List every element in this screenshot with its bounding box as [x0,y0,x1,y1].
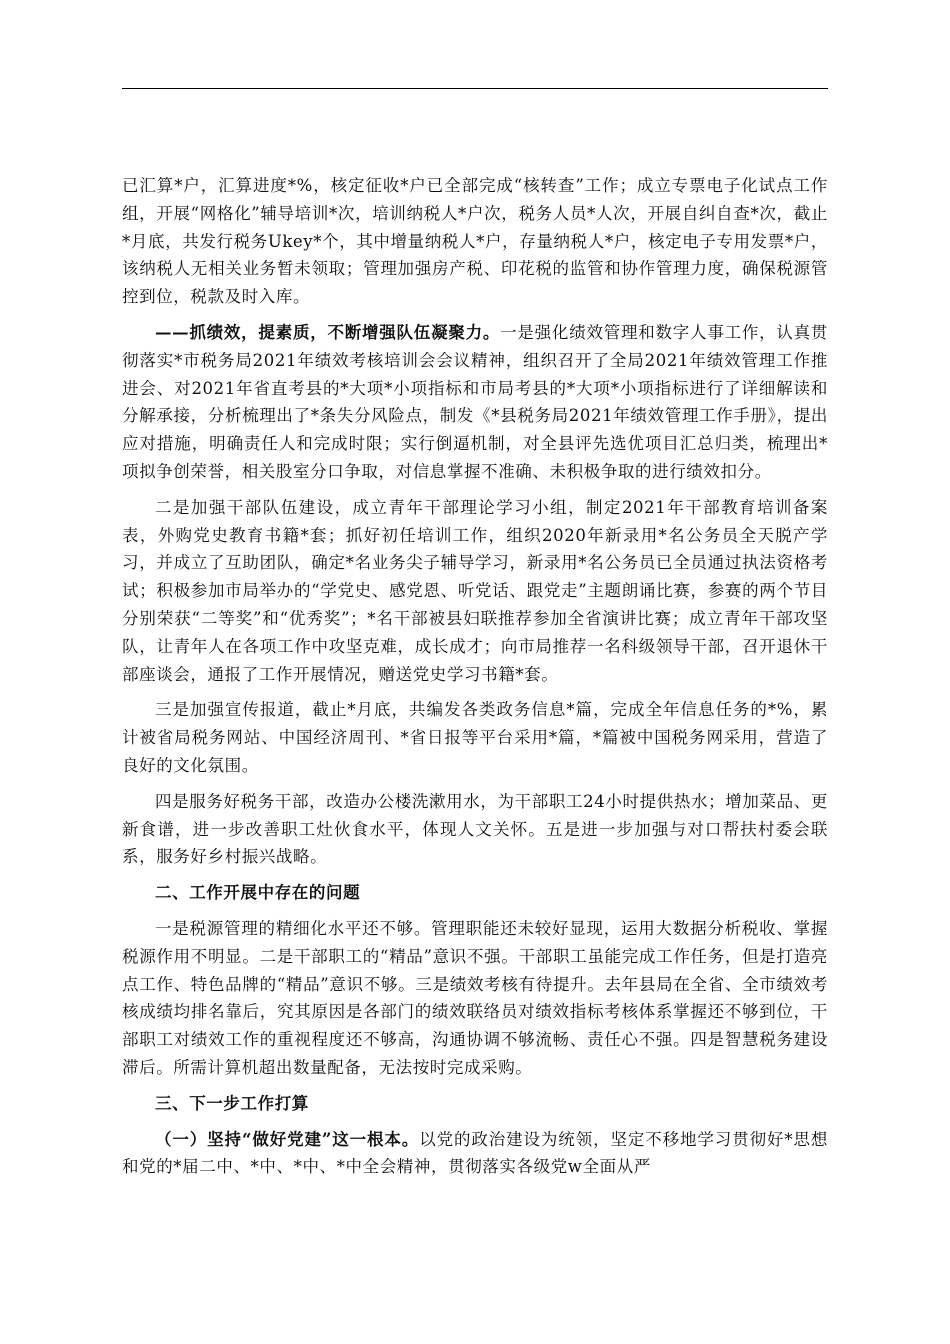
paragraph-lead: （一）坚持“做好党建”这一根本。 [155,1129,420,1149]
paragraph-staff-service: 四是服务好税务干部，改造办公楼洗漱用水，为干部职工24小时提供热水；增加菜品、更新食谱，进一步改善职工灶伙食水平，体现人文关怀。五是进一步加强与对口帮扶村委会联系，服务好乡村振兴战略。 [122,791,828,867]
paragraph-text: 以党的政治建设为统领，坚定不移地学习贯彻好*思想和党的*届二中、*中、*中、*中全会精神，贯彻落实各级党w全面从严 [122,1129,828,1177]
paragraph-problems: 一是税源管理的精细化水平还不够。管理职能还未较好显现，运用大数据分析税收、掌握税源作用不明显。二是干部职工的“精品”意识不强。干部职工虽能完成工作任务，但是打造亮点工作、特色品牌的“精品”意识不够。三是绩效考核有待提升。去年县局在全省、全市绩效考核成绩均排名靠后，究其原因是各部门的绩效联络员对绩效指标考核体系掌握还不够到位，干部职工对绩效工作的重视程度还不够高，沟通协调不够流畅、责任心不强。四是智慧税务建设滞后。所需计算机超出数量配备，无法按时完成采购。 [122,918,828,1077]
paragraph-text: 一是强化绩效管理和数字人事工作，认真贯彻落实*市税务局2021年绩效考核培训会会议精神，组织召开了全局2021年绩效管理工作推进会、对2021年省直考县的*大项*小项指标和市局考县的*大项*小项指标进行了详细解读和分解承接，分析梳理出了*条失分风险点，制发《*县税务局2021年绩效管理工作手册》，提出应对措施，明确责任人和完成时限；实行倒逼机制，对全县评先选优项目汇总归类，梳理出*项拟争创荣誉，相关股室分口争取，对信息掌握不准确、未积极争取的进行绩效扣分。 [122,322,829,481]
header-rule [122,88,828,89]
document-body [122,172,828,1189]
paragraph-performance [122,319,828,486]
section-heading-next-steps: 三、下一步工作打算 [155,1093,309,1113]
paragraph-party-building [122,1126,828,1182]
section-heading-problems: 二、工作开展中存在的问题 [155,883,361,903]
paragraph-lead: ——抓绩效，提素质，不断增强队伍凝聚力。 [155,322,501,342]
paragraph-tax-summary: 已汇算*户，汇算进度*%，核定征收*户已全部完成“核转查”工作；成立专票电子化试点工作组，开展“网格化”辅导培训*次，培训纳税人*户次，税务人员*人次，开展自纠自查*次，截止*月底，共发行税务Ukey*个，其中增量纳税人*户，存量纳税人*户，核定电子专用发票*户，该纳税人无相关业务暂未领取；管理加强房产税、印花税的监管和协作管理力度，确保税源管控到位，税款及时入库。 [122,176,828,307]
paragraph-cadre-building: 二是加强干部队伍建设，成立青年干部理论学习小组，制定2021年干部教育培训备案表，外购党史教育书籍*套；抓好初任培训工作，组织2020年新录用*名公务员全天脱产学习，并成立了互助团队，确定*名业务尖子辅导学习，新录用*名公务员已全员通过执法资格考试；积极参加市局举办的“学党史、感党恩、听党话、跟党走”主题朗诵比赛，参赛的两个节目分别荣获“二等奖”和“优秀奖”；*名干部被县妇联推荐参加全省演讲比赛；成立青年干部攻坚队，让青年人在各项工作中攻坚克难，成长成才；向市局推荐一名科级领导干部，召开退休干部座谈会，通报了工作开展情况，赠送党史学习书籍*套。 [122,497,828,684]
paragraph-publicity: 三是加强宣传报道，截止*月底，共编发各类政务信息*篇，完成全年信息任务的*%，累计被省局税务网站、中国经济周刊、*省日报等平台采用*篇，*篇被中国税务网采用，营造了良好的文化氛围。 [122,700,828,775]
